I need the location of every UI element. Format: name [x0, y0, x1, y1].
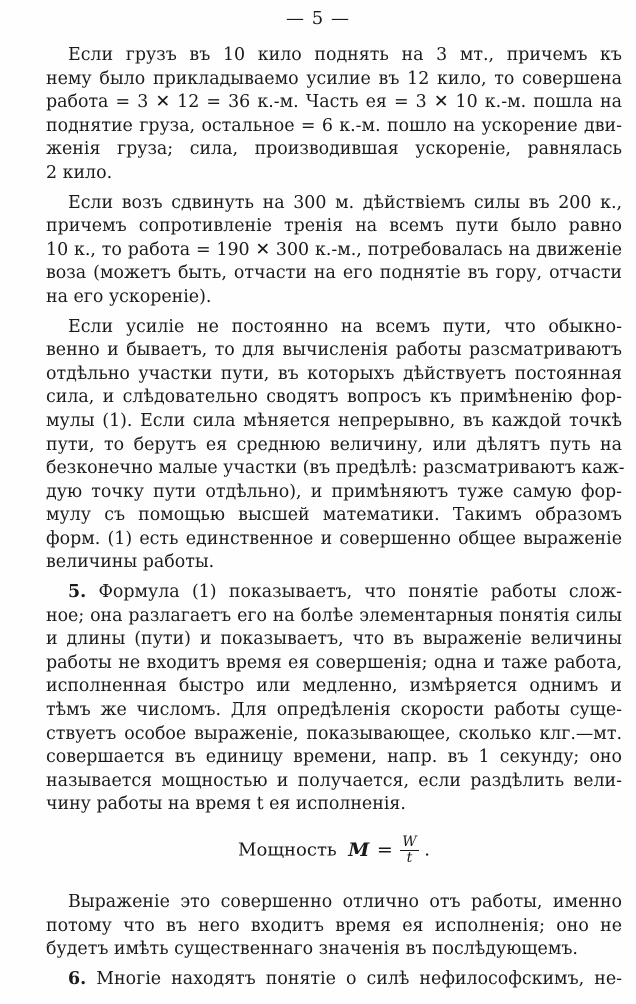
- paragraph-section-5: [46, 581, 622, 817]
- paragraph-section-6: [46, 968, 622, 992]
- formula-equals: =: [376, 838, 393, 861]
- formula-numerator: W: [402, 834, 417, 850]
- power-formula: [46, 835, 622, 875]
- text-line: Выраженіе это совершенно отлично отъ работы, именно: [68, 892, 622, 912]
- formula-variable: M: [348, 838, 370, 861]
- paragraph-2: [46, 192, 622, 310]
- text-line: мулы (1). Если сила мѣняется непрерывно, въ каждой точкѣ: [46, 410, 622, 431]
- text-line: воза (можетъ быть, отчасти на его поднятіе въ гору, отчасти: [46, 263, 622, 284]
- text-line: Если усиліе не постоянно на всемъ пути, что обыкно-: [68, 316, 622, 337]
- section-number: 5.: [68, 582, 87, 603]
- section-number: 6.: [68, 968, 87, 989]
- text-line: работа = 3 ✕ 12 = 36 к.-м. Часть ея = 3 ✕ 10 к.-м. пошла на: [46, 92, 622, 113]
- formula-word: Мощность: [238, 839, 337, 861]
- text-line: отдѣльно участки пути, въ которыхъ дѣйствуетъ постоянная: [46, 363, 622, 384]
- formula-denominator: t: [406, 850, 413, 866]
- text-line: называется мощностью и получается, если раздѣлить вели-: [46, 770, 622, 791]
- text-line: чину работы на время t ея исполненія.: [46, 794, 406, 815]
- text-line: на его ускореніе).: [46, 286, 212, 307]
- formula-fraction: [400, 835, 418, 866]
- formula-period: .: [424, 839, 430, 861]
- text-line: исполненная быстро или медленно, измѣряется однимъ и: [46, 676, 622, 697]
- text-line: ное; она разлагаетъ его на болѣе элементарныя понятія силы: [46, 605, 622, 626]
- text-line-body: Многіе находятъ понятіе о силѣ нефилософскимъ, не-: [96, 968, 622, 989]
- text-line: работы не входитъ время ея совершенія; одна и таже работа,: [46, 652, 622, 673]
- text-line: женія груза; сила, производившая ускореніе, равнялась: [46, 139, 622, 160]
- text-line: тѣмъ же числомъ. Для опредѣленія скорости работы суще-: [46, 700, 622, 721]
- text-line: сила, и слѣдовательно сводятъ вопросъ къ примѣненію фор-: [46, 387, 622, 408]
- page-body: [46, 44, 625, 997]
- text-line: [46, 968, 622, 992]
- page-number: — 5 —: [286, 8, 350, 29]
- text-line: безконечно малые участки (въ предѣлѣ: разсматриваютъ каж-: [46, 458, 625, 479]
- text-line: величины работы.: [46, 552, 215, 573]
- text-line: дую точку пути отдѣльно), и примѣняютъ туже самую фор-: [46, 481, 622, 502]
- text-line: мулу съ помощью высшей математики. Такимъ образомъ: [46, 505, 622, 526]
- text-line: Если грузъ въ 10 кило поднять на 3 мт., причемъ къ: [68, 45, 622, 65]
- paragraph-3: [46, 316, 625, 576]
- text-line: причемъ сопротивленіе тренія на всемъ пути было равно: [46, 216, 622, 237]
- text-line: 10 к., то работа = 190 ✕ 300 к.-м., потребовалась на движеніе: [46, 239, 622, 260]
- text-line: совершается въ единицу времени, напр. въ 1 секунду; оно: [46, 747, 622, 768]
- text-line: [46, 581, 622, 605]
- text-line: форм. (1) есть единственное и совершенно общее выраженіе: [46, 528, 622, 549]
- text-line: ствуетъ особое выраженіе, показывающее, сколько клг.—мт.: [46, 723, 622, 744]
- text-line: будетъ имѣть существеннаго значенія въ послѣдующемъ.: [46, 939, 578, 960]
- text-line: нему было прикладываемо усилие въ 12 кило, то совершена: [46, 68, 622, 89]
- paragraph-after-formula: [46, 891, 622, 962]
- text-line: 2 кило.: [46, 162, 113, 183]
- paragraph-1: [46, 44, 622, 186]
- text-line-body: Формула (1) показываетъ, что понятіе работы слож-: [98, 582, 623, 603]
- text-line: и длины (пути) и показываетъ, что въ выраженіе величины: [46, 629, 622, 650]
- text-line: венно и бываетъ, то для вычисленія работы разсматриваютъ: [46, 340, 622, 361]
- text-line: потому что въ него входитъ время ея исполненія; оно не: [46, 915, 622, 936]
- text-line: пути, то берутъ ея среднюю величину, или дѣлятъ путь на: [46, 434, 622, 455]
- text-line: поднятие груза, остальное = 6 к.-м. пошло на ускорение дви-: [46, 115, 622, 136]
- text-line: Если возъ сдвинуть на 300 м. дѣйствіемъ силы въ 200 к.,: [68, 192, 622, 213]
